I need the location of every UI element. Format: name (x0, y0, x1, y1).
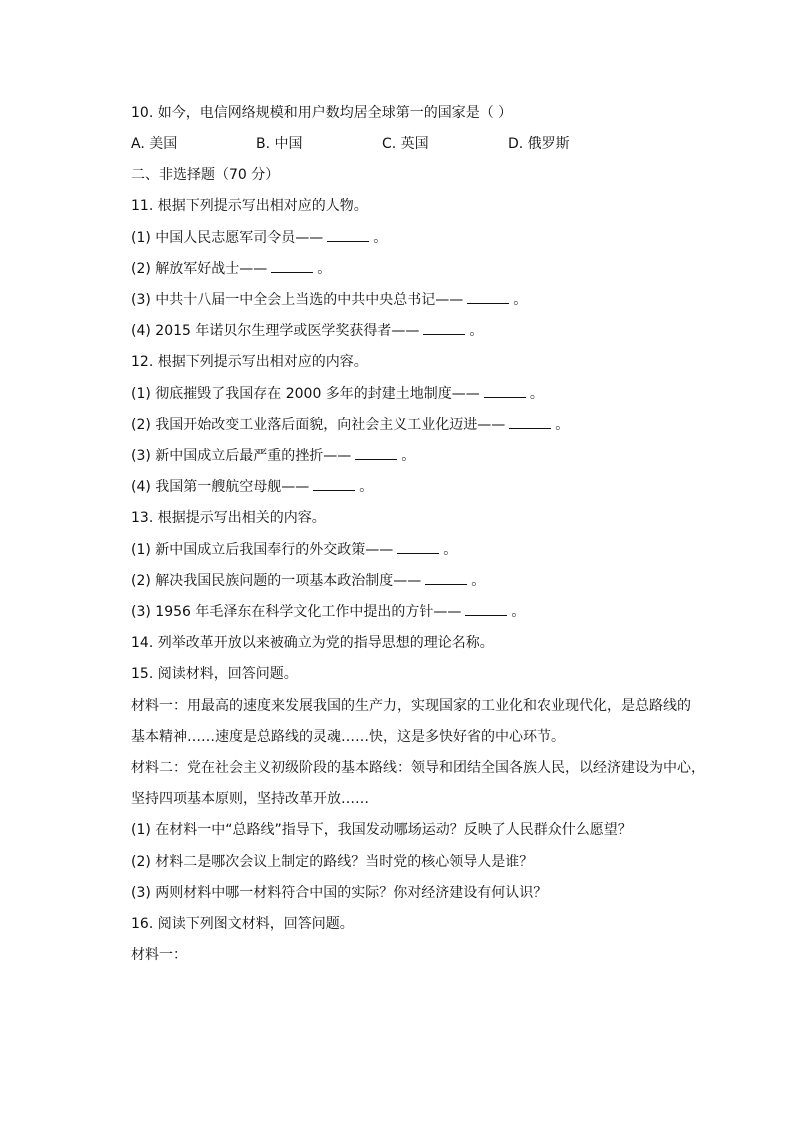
q12-item-2-text: (2) 我国开始改变工业落后面貌，向社会主义工业化迈进—— (131, 417, 506, 433)
period: 。 (469, 323, 484, 339)
q13-item-3-text: (3) 1956 年毛泽东在科学文化工作中提出的方针—— (131, 604, 462, 620)
q13-item-2-text: (2) 解决我国民族问题的一项基本政治制度—— (131, 573, 422, 589)
q13-item-2 (131, 571, 485, 591)
period: 。 (513, 292, 528, 308)
q11-item-3 (131, 290, 527, 310)
q11-item-2 (131, 259, 331, 279)
answer-blank (397, 541, 439, 554)
q11-item-3-text: (3) 中共十八届一中全会上当选的中共中央总书记—— (131, 292, 464, 308)
q11-stem: 11. 根据下列提示写出相对应的人物。 (131, 198, 368, 214)
q14-stem: 14. 列举改革开放以来被确立为党的指导思想的理论名称。 (131, 635, 494, 651)
q10-option-b: B. 中国 (256, 136, 303, 152)
q11-item-2-text: (2) 解放军好战士—— (131, 261, 268, 277)
q15-material-2-line-1: 材料二：党在社会主义初级阶段的基本路线：领导和团结全国各族人民，以经济建设为中心， (131, 760, 705, 776)
period: 。 (317, 261, 332, 277)
answer-blank (425, 572, 467, 585)
q12-stem: 12. 根据下列提示写出相对应的内容。 (131, 354, 368, 370)
q12-item-4-text: (4) 我国第一艘航空母舰—— (131, 479, 310, 495)
q10-option-d: D. 俄罗斯 (508, 136, 570, 152)
q12-item-3-text: (3) 新中国成立后最严重的挫折—— (131, 448, 352, 464)
q11-item-1-text: (1) 中国人民志愿军司令员—— (131, 230, 324, 246)
answer-blank (465, 603, 507, 616)
q12-item-2 (131, 415, 569, 435)
period: 。 (359, 479, 374, 495)
q15-stem: 15. 阅读材料，回答问题。 (131, 666, 298, 682)
period: 。 (529, 386, 544, 402)
q15-material-1-line-1: 材料一：用最高的速度来发展我国的生产力，实现国家的工业化和农业现代化，是总路线的 (131, 698, 691, 714)
q15-material-2-line-2: 坚持四项基本原则，坚持改革开放…… (131, 791, 369, 807)
answer-blank (327, 229, 369, 242)
q11-item-1 (131, 228, 387, 248)
q13-item-1-text: (1) 新中国成立后我国奉行的外交政策—— (131, 542, 394, 558)
answer-blank (484, 385, 526, 398)
answer-blank (313, 478, 355, 491)
period: 。 (443, 542, 458, 558)
section-heading: 二、非选择题（70 分） (131, 167, 280, 183)
q10-stem: 10. 如今，电信网络规模和用户数均居全球第一的国家是（ ） (131, 105, 513, 121)
q12-item-1 (131, 384, 544, 404)
q12-item-4 (131, 477, 373, 497)
period: 。 (401, 448, 416, 464)
q12-item-3 (131, 446, 415, 466)
period: 。 (373, 230, 388, 246)
q16-material-1: 材料一： (131, 947, 187, 963)
q13-stem: 13. 根据提示写出相关的内容。 (131, 510, 326, 526)
q15-question-1: (1) 在材料一中“总路线”指导下，我国发动哪场运动？反映了人民群众什么愿望？ (131, 822, 632, 838)
q15-question-3: (3) 两则材料中哪一材料符合中国的实际？你对经济建设有何认识？ (131, 885, 548, 901)
answer-blank (509, 416, 551, 429)
answer-blank (355, 447, 397, 460)
q15-question-2: (2) 材料二是哪次会议上制定的路线？当时党的核心领导人是谁？ (131, 854, 534, 870)
q13-item-1 (131, 540, 457, 560)
q16-stem: 16. 阅读下列图文材料，回答问题。 (131, 916, 354, 932)
q11-item-4 (131, 321, 483, 341)
answer-blank (467, 291, 509, 304)
period: 。 (555, 417, 570, 433)
answer-blank (271, 260, 313, 273)
period: 。 (511, 604, 526, 620)
q10-option-a: A. 美国 (131, 136, 178, 152)
q11-item-4-text: (4) 2015 年诺贝尔生理学或医学奖获得者—— (131, 323, 420, 339)
q13-item-3 (131, 602, 525, 622)
period: 。 (471, 573, 486, 589)
q15-material-1-line-2: 基本精神……速度是总路线的灵魂……快，这是多快好省的中心环节。 (131, 729, 565, 745)
q12-item-1-text: (1) 彻底摧毁了我国存在 2000 多年的封建土地制度—— (131, 386, 480, 402)
answer-blank (423, 322, 465, 335)
q10-option-c: C. 英国 (382, 136, 429, 152)
